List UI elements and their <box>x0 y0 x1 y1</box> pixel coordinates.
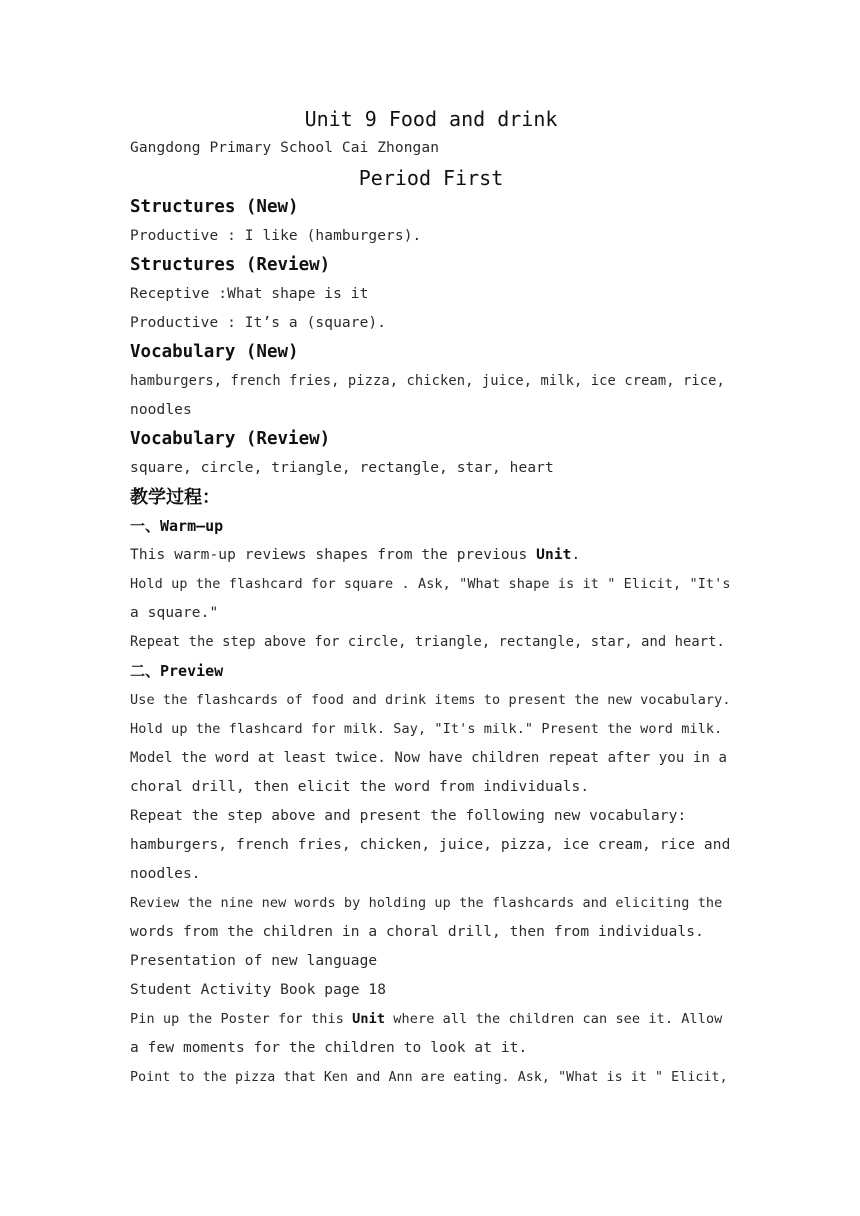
point-pizza-line: Point to the pizza that Ken and Ann are eating. Ask, "What is it " Elicit, <box>130 1070 728 1085</box>
warmup-paragraph-3: Repeat the step above for circle, triangle, rectangle, star, and heart. <box>130 634 725 650</box>
presentation-line: Presentation of new language <box>130 953 378 969</box>
pin-poster-line-2: a few moments for the children to look at it. <box>130 1040 528 1056</box>
preview-paragraph-2-line-1: Hold up the flashcard for milk. Say, "It's milk." Present the word milk. <box>130 721 723 737</box>
vocabulary-new-heading: Vocabulary (New) <box>130 342 299 362</box>
warmup-paragraph-1 <box>130 541 732 570</box>
structures-new-line: Productive : I like (hamburgers). <box>130 228 422 244</box>
preview-paragraph-3-line-3: noodles. <box>130 866 201 882</box>
author-line: Gangdong Primary School Cai Zhongan <box>130 140 440 156</box>
preview-paragraph-4-line-2: words from the children in a choral drill, then from individuals. <box>130 924 704 940</box>
vocabulary-review-line: square, circle, triangle, rectangle, star, heart <box>130 460 554 476</box>
teaching-process-heading: 教学过程： <box>130 487 220 508</box>
preview-paragraph-1: Use the flashcards of food and drink items to present the new vocabulary. <box>130 692 731 708</box>
document-body <box>130 104 732 1092</box>
preview-heading: 二、Preview <box>130 662 224 680</box>
structures-new-heading: Structures (New) <box>130 197 299 217</box>
pin-line-end: where all the children can see it. Allow <box>385 1011 723 1027</box>
structures-review-line-2: Productive : It’s a (square). <box>130 315 387 331</box>
preview-paragraph-3-line-1: Repeat the step above and present the following new vocabulary: <box>130 808 687 824</box>
preview-paragraph-2-line-2: Model the word at least twice. Now have children repeat after you in a <box>130 750 728 766</box>
preview-paragraph-4-line-1: Review the nine new words by holding up the flashcards and eliciting the <box>130 895 723 911</box>
structures-review-line-1: Receptive :What shape is it <box>130 286 369 302</box>
preview-paragraph-3-line-2: hamburgers, french fries, chicken, juice, pizza, ice cream, rice and <box>130 837 731 853</box>
period-title: Period First <box>358 166 504 190</box>
vocabulary-new-line-1: hamburgers, french fries, pizza, chicken, juice, milk, ice cream, rice, <box>130 373 725 389</box>
warmup-p1-end: . <box>571 547 581 563</box>
pin-line-text: Pin up the Poster for this <box>130 1011 353 1027</box>
vocabulary-new-line-2: noodles <box>130 402 192 418</box>
warmup-heading: 一、Warm—up <box>130 517 224 535</box>
document-title: Unit 9 Food and drink <box>304 107 558 131</box>
warmup-p1-keyword: Unit <box>536 547 572 563</box>
warmup-paragraph-2-line-2: a square." <box>130 605 219 621</box>
pin-poster-line-1 <box>130 1005 732 1034</box>
warmup-p1-text: This warm-up reviews shapes from the previous <box>130 547 537 563</box>
preview-paragraph-2-line-3: choral drill, then elicit the word from individuals. <box>130 779 590 795</box>
student-activity-book-line: Student Activity Book page 18 <box>130 982 387 998</box>
pin-line-keyword: Unit <box>352 1011 386 1027</box>
vocabulary-review-heading: Vocabulary (Review) <box>130 429 331 449</box>
structures-review-heading: Structures (Review) <box>130 255 331 275</box>
warmup-paragraph-2-line-1: Hold up the flashcard for square . Ask, "What shape is it " Elicit, "It's <box>130 576 731 592</box>
